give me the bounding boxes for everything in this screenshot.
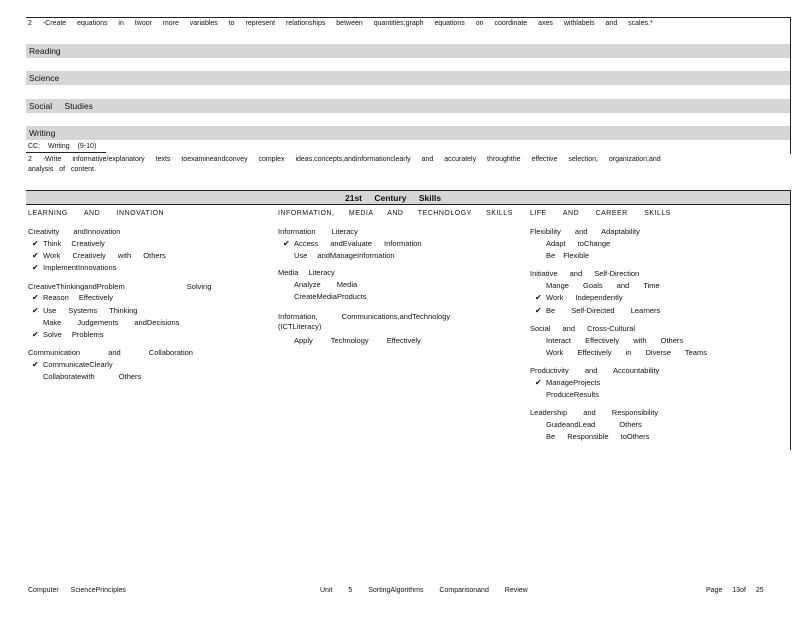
check-icon: ✔ — [32, 251, 39, 260]
check-icon: ✔ — [32, 263, 39, 272]
skill-item: Make Judgements andDecisions — [43, 318, 180, 327]
skills-title-rule — [26, 204, 790, 205]
skill-item: Be Self-Directed Learners — [546, 306, 661, 315]
skills-right-border — [790, 190, 791, 450]
check-icon: ✔ — [535, 306, 542, 315]
skill-item: CreateMediaProducts — [294, 292, 367, 301]
skill-item: Interact Effectively with Others — [546, 336, 684, 345]
skill-item: Be Flexible — [546, 251, 590, 260]
footer-course: Computer SciencePrinciples — [28, 587, 126, 594]
skill-category: (ICTLiteracy) — [278, 322, 322, 331]
skill-category: Leadership and Responsibility — [530, 408, 659, 417]
footer-page: Page 13of 25 — [706, 587, 764, 594]
skill-category: Media Literacy — [278, 268, 335, 277]
skill-item: Work Effectively in Diverse Teams — [546, 348, 707, 357]
skill-item: GuideandLead Others — [546, 420, 642, 429]
skill-item: Access andEvaluate Information — [294, 239, 422, 248]
col-header-information: INFORMATION, MEDIA AND TECHNOLOGY SKILLS — [278, 210, 513, 217]
writing-standard-label: CC: Writing (9-10) — [28, 143, 97, 150]
skill-category: Productivity and Accountability — [530, 366, 660, 375]
skill-item: ManageProjects — [546, 378, 601, 387]
standard-line: 2 -Create equations in twoor more variables to represent relationships between quantities;graph equations on coordinate axes withlabels and scales.* — [28, 20, 653, 27]
skill-item: Reason Effectively — [43, 293, 113, 302]
check-icon: ✔ — [283, 239, 290, 248]
check-icon: ✔ — [32, 239, 39, 248]
skill-category: Communication and Collaboration — [28, 348, 193, 357]
skill-item: Be Responsible toOthers — [546, 432, 650, 441]
skill-category: Creativity andInnovation — [28, 227, 121, 236]
check-icon: ✔ — [32, 293, 39, 302]
skill-item: Solve Problems — [43, 330, 104, 339]
skill-category: Social and Cross-Cultural — [530, 324, 636, 333]
check-icon: ✔ — [535, 378, 542, 387]
skills-title: 21st Century Skills — [345, 193, 442, 203]
skill-item: ImplementInnovations — [43, 263, 117, 272]
section-science — [26, 71, 790, 85]
check-icon: ✔ — [535, 293, 542, 302]
skill-item: CommunicateClearly — [43, 360, 113, 369]
section-title: Science — [29, 73, 60, 83]
skill-category: Information Literacy — [278, 227, 358, 236]
top-rule — [26, 17, 790, 18]
skill-item: Use Systems Thinking — [43, 306, 138, 315]
skill-category: Information, Communications,andTechnology — [278, 312, 451, 321]
col-header-learning: LEARNING AND INNOVATION — [28, 210, 165, 217]
check-icon: ✔ — [32, 306, 39, 315]
section-title: Reading — [29, 46, 61, 56]
writing-standard-line2: analysis of content. — [28, 166, 96, 173]
skill-item: Collaboratewith Others — [43, 372, 142, 381]
col-header-life-career: LIFE AND CAREER SKILLS — [530, 210, 671, 217]
skill-category: CreativeThinkingandProblem Solving — [28, 282, 212, 291]
skill-item: Think Creatively — [43, 239, 105, 248]
check-icon: ✔ — [32, 360, 39, 369]
skill-item: Mange Goals and Time — [546, 281, 660, 290]
section-title: Social Studies — [29, 101, 93, 111]
skill-item: Analyze Media — [294, 280, 358, 289]
skill-item: Adapt toChange — [546, 239, 611, 248]
section-writing — [26, 126, 790, 140]
check-icon: ✔ — [32, 330, 39, 339]
skill-item: Apply Technology Effectively — [294, 336, 421, 345]
section-title: Writing — [29, 128, 56, 138]
writing-underline — [26, 152, 106, 153]
skill-item: Work Creatively with Others — [43, 251, 166, 260]
skill-item: ProduceResults — [546, 390, 599, 399]
footer-unit: Unit 5 SortingAlgorithms Comparisonand Review — [320, 587, 528, 594]
section-social-studies — [26, 99, 790, 113]
skill-category: Initiative and Self-Direction — [530, 269, 640, 278]
section-reading — [26, 44, 790, 58]
right-border — [790, 17, 791, 154]
skill-item: Work Independently — [546, 293, 623, 302]
skill-item: Use andManageInformation — [294, 251, 395, 260]
skill-category: Flexibility and Adaptability — [530, 227, 640, 236]
writing-standard-line1: 2 -Write informative/explanatory texts toexamineandconvey complex ideas,concepts,andinformationclearly and accurately throughthe effective selection, organization,and — [28, 156, 661, 163]
